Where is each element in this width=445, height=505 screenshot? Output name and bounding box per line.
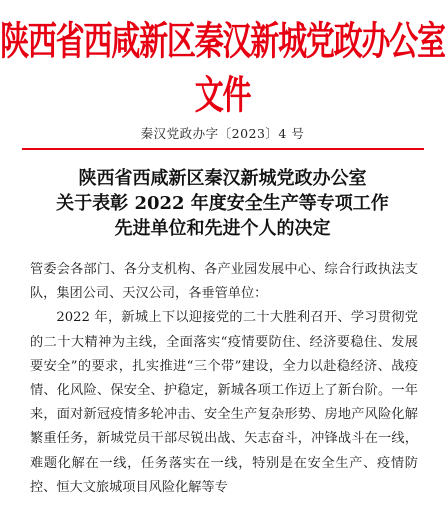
document-title bbox=[0, 166, 445, 241]
body-paragraph-1: 2022 年，新城上下以迎接党的二十大胜利召开、学习贯彻党的二十大精神为主线，全面落实“疫情要防住、经济要稳住、发展要安全”的要求，扎实推进“三个带”建设，全力以赴稳经济、战疫情、化风险、保安全、护稳定，新城各项工作迈上了新台阶。一年来，面对新冠疫情多轮冲击、安全生产复杂形势、房地产风险化解繁重任务，新城党员干部尽锐出战、矢志奋斗，冲锋战斗在一线，难题化解在一线，任务落实在一线，特别是在安全生产、疫情防控、恒大文旅城项目风险化解等专 bbox=[30, 310, 418, 495]
title-line-2: 关于表彰 2022 年度安全生产等专项工作 bbox=[56, 193, 389, 214]
title-line-1: 陕西省西咸新区秦汉新城党政办公室 bbox=[78, 168, 367, 189]
addressees-paragraph: 管委会各部门、各分支机构、各产业园发展中心、综合行政执法支队，集团公司、天汉公司，各垂管单位： bbox=[30, 262, 418, 302]
red-divider-line bbox=[22, 148, 424, 150]
title-line-3: 先进单位和先进个人的决定 bbox=[114, 218, 331, 239]
document-body bbox=[30, 258, 418, 500]
issuer-header: 陕西省西咸新区秦汉新城党政办公室文件 bbox=[0, 18, 445, 118]
document-number: 秦汉党政办字〔2023〕4 号 bbox=[140, 126, 305, 141]
